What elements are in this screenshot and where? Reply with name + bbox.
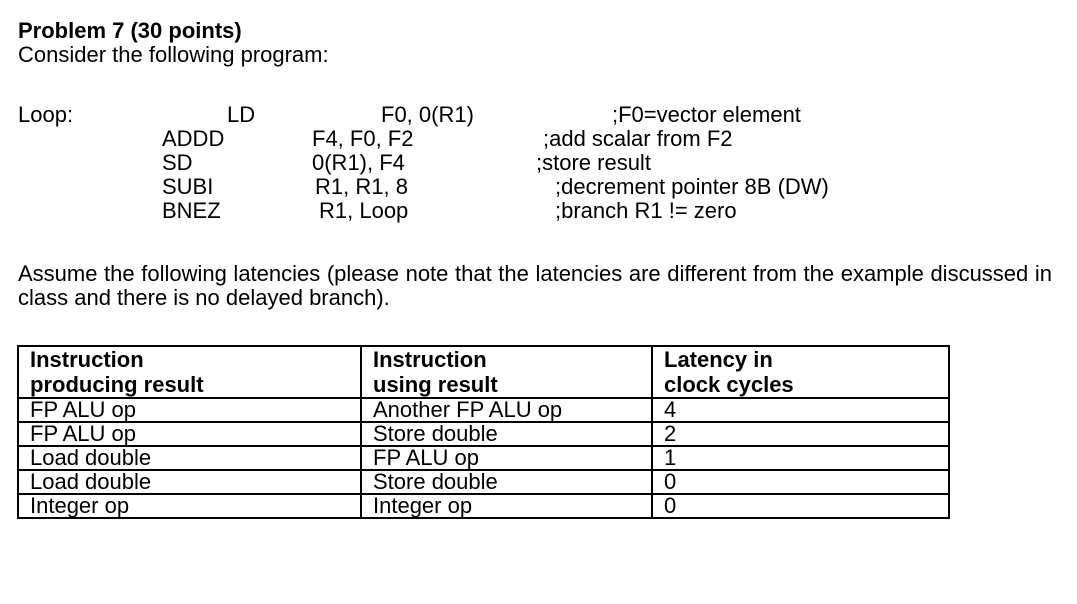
cell-producing: Load double — [18, 470, 361, 494]
loop-label: Loop: — [18, 102, 74, 127]
table-row — [18, 398, 949, 422]
problem-intro: Consider the following program: — [18, 42, 329, 67]
header-using: Instruction using result — [361, 346, 652, 398]
cell-producing: FP ALU op — [18, 422, 361, 446]
table-row — [18, 422, 949, 446]
cell-using: Integer op — [361, 494, 652, 518]
program-line-2-op: ADDD — [162, 126, 225, 151]
table-header-row — [18, 346, 949, 398]
program-line-1-args: F0, 0(R1) — [381, 102, 474, 127]
table-row — [18, 446, 949, 470]
header-latency: Latency in clock cycles — [652, 346, 949, 398]
table-row — [18, 494, 949, 518]
latency-assumption: Assume the following latencies (please note that the latencies are different from the example discussed in class and there is no delayed branch). — [18, 261, 1052, 310]
program-line-4-args: R1, R1, 8 — [315, 174, 408, 199]
latency-table — [17, 345, 950, 519]
problem-title: Problem 7 (30 points) — [18, 18, 242, 43]
program-line-4-comment: ;decrement pointer 8B (DW) — [555, 174, 829, 199]
cell-producing: FP ALU op — [18, 398, 361, 422]
program-line-2-args: F4, F0, F2 — [312, 126, 414, 151]
cell-latency: 4 — [652, 398, 949, 422]
program-line-4-op: SUBI — [162, 174, 214, 199]
cell-using: FP ALU op — [361, 446, 652, 470]
program-line-1-op: LD — [227, 102, 256, 127]
cell-producing: Load double — [18, 446, 361, 470]
cell-using: Store double — [361, 422, 652, 446]
program-line-3-op: SD — [162, 150, 193, 175]
program-line-1-comment: ;F0=vector element — [612, 102, 801, 127]
program-line-3-args: 0(R1), F4 — [312, 150, 405, 175]
cell-using: Store double — [361, 470, 652, 494]
cell-producing: Integer op — [18, 494, 361, 518]
header-producing: Instruction producing result — [18, 346, 361, 398]
cell-latency: 2 — [652, 422, 949, 446]
program-line-5-op: BNEZ — [162, 198, 221, 223]
table-row — [18, 470, 949, 494]
program-line-5-args: R1, Loop — [319, 198, 409, 223]
cell-latency: 1 — [652, 446, 949, 470]
program-line-2-comment: ;add scalar from F2 — [543, 126, 733, 151]
cell-latency: 0 — [652, 494, 949, 518]
program-line-3-comment: ;store result — [536, 150, 651, 175]
cell-latency: 0 — [652, 470, 949, 494]
program-line-5-comment: ;branch R1 != zero — [555, 198, 737, 223]
cell-using: Another FP ALU op — [361, 398, 652, 422]
